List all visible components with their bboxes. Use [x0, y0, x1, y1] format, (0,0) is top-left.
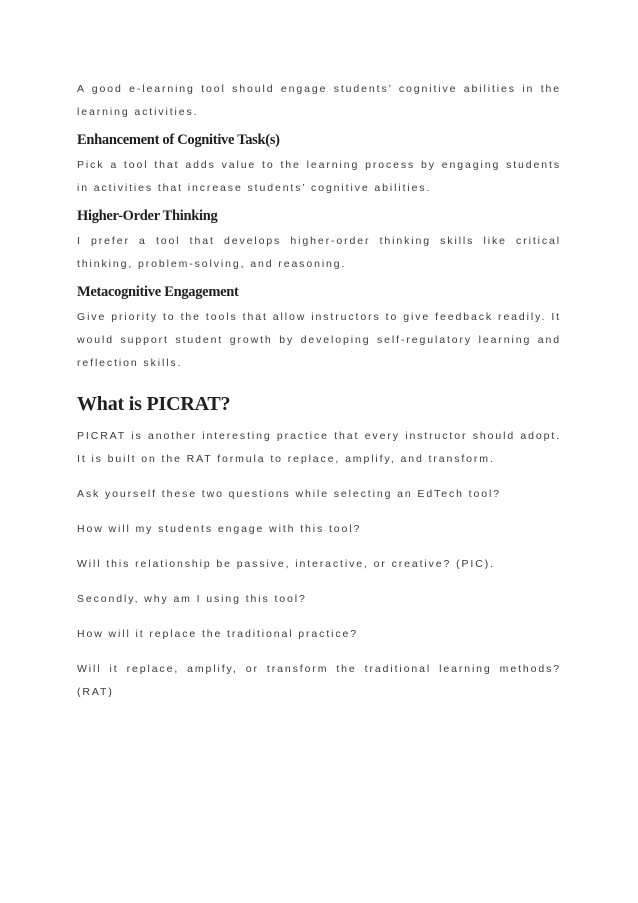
heading-metacognitive: Metacognitive Engagement — [77, 284, 239, 300]
intro-paragraph: A good e-learning tool should engage students’ cognitive abilities in the learning activities. — [77, 83, 561, 118]
paragraph-secondly: Secondly, why am I using this tool? — [77, 593, 307, 605]
heading-higher-order: Higher-Order Thinking — [77, 208, 218, 224]
document-page — [77, 78, 561, 704]
heading-enhancement: Enhancement of Cognitive Task(s) — [77, 132, 280, 148]
paragraph-metacognitive: Give priority to the tools that allow instructors to give feedback readily. It would support student growth by developing self-regulatory learning and reflection skills. — [77, 311, 561, 369]
heading-picrat: What is PICRAT? — [77, 393, 231, 415]
paragraph-question-relationship: Will this relationship be passive, interactive, or creative? (PIC). — [77, 558, 495, 570]
paragraph-higher-order: I prefer a tool that develops higher-order thinking skills like critical thinking, problem-solving, and reasoning. — [77, 235, 561, 270]
paragraph-question-engage: How will my students engage with this tool? — [77, 523, 362, 535]
paragraph-picrat-intro: PICRAT is another interesting practice that every instructor should adopt. It is built on the RAT formula to replace, amplify, and transform. — [77, 430, 561, 465]
paragraph-enhancement: Pick a tool that adds value to the learning process by engaging students in activities that increase students’ cognitive abilities. — [77, 159, 561, 194]
paragraph-question-rat: Will it replace, amplify, or transform the traditional learning methods? (RAT) — [77, 663, 561, 698]
paragraph-ask-questions: Ask yourself these two questions while selecting an EdTech tool? — [77, 488, 501, 500]
paragraph-question-replace: How will it replace the traditional practice? — [77, 628, 359, 640]
